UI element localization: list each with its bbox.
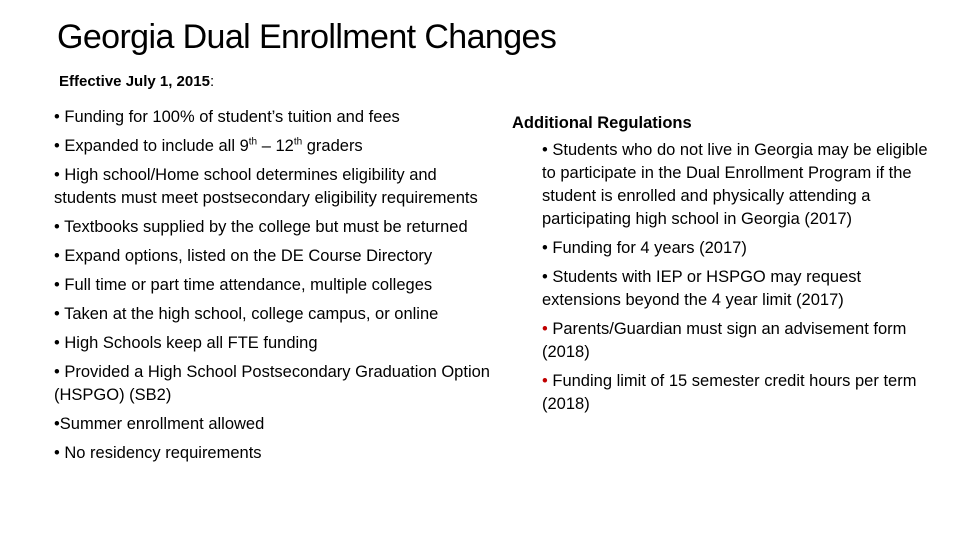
bullet: • [54,166,60,184]
list-item: • Parents/Guardian must sign an advisement form (2018) [542,320,907,361]
bullet: • [54,334,60,352]
bullet: • [54,363,60,381]
list-item: • Full time or part time attendance, multiple colleges [54,276,433,294]
effective-date-text: Effective July 1, 2015 [59,73,210,90]
effective-date-colon: : [209,73,215,90]
list-item: • Expanded to include all 9th – 12th graders [54,136,363,155]
list-item: • Students who do not live in Georgia may be eligible to participate in the Dual Enrollment Program if the student is enrolled and physically attending a participating high school in Georgia (2017) [542,141,928,228]
bullet: • [54,444,60,462]
list-item: • Provided a High School Postsecondary Graduation Option (HSPGO) (SB2) [54,363,490,404]
slide-title: Georgia Dual Enrollment Changes [57,18,557,56]
list-item: • Students with IEP or HSPGO may request extensions beyond the 4 year limit (2017) [542,268,862,309]
list-item: • Textbooks supplied by the college but must be returned [54,218,468,236]
bullet: • [54,108,60,126]
bullet: • [54,415,60,433]
additional-regulations-heading: Additional Regulations [512,114,692,132]
bullet: • [54,247,60,265]
list-item: • Funding for 4 years (2017) [542,239,747,257]
bullet: • [54,276,60,294]
list-item: • Expand options, listed on the DE Course Directory [54,247,433,265]
bullet-red: • [542,372,548,390]
additional-regulations [512,112,932,422]
list-item: • No residency requirements [54,444,262,462]
list-item: • High Schools keep all FTE funding [54,334,318,352]
bullet: • [54,305,60,323]
list-item: •Summer enrollment allowed [54,415,265,433]
right-bullet-list [512,139,932,416]
list-item: • Funding for 100% of student’s tuition and fees [54,108,400,126]
list-item: • High school/Home school determines eligibility and students must meet postsecondary eligibility requirements [54,166,478,207]
effective-date [59,73,214,90]
left-bullet-list [54,106,494,471]
bullet: • [542,141,548,159]
bullet: • [54,218,60,236]
bullet: • [542,268,548,286]
bullet: • [542,239,548,257]
bullet-red: • [542,320,548,338]
list-item: • Taken at the high school, college campus, or online [54,305,439,323]
bullet: • [54,137,60,155]
list-item: • Funding limit of 15 semester credit hours per term (2018) [542,372,917,413]
